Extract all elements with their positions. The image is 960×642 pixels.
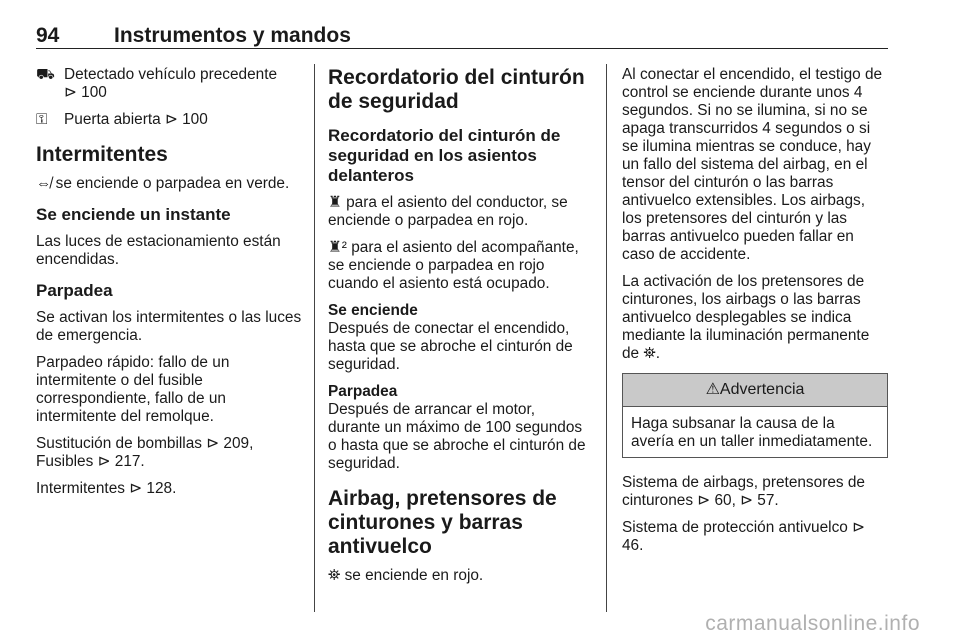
column-right <box>622 66 888 564</box>
watermark: carmanualsonline.info <box>705 612 920 635</box>
column-divider <box>606 64 607 612</box>
car-front-icon: ⛟ <box>36 66 55 83</box>
paragraph: Sistema de airbags, pretensores de cinturones ⊳ 60, ⊳ 57. <box>622 474 865 509</box>
section-heading: Intermitentes <box>36 143 168 166</box>
subsection-heading: Recordatorio del cinturón de seguridad en los asientos delanteros <box>328 126 561 185</box>
indicator-text: Detectado vehículo precedente <box>64 66 278 83</box>
section-heading: Airbag, pretensores de cinturones y barras antivuelco <box>328 487 557 558</box>
page-number: 94 <box>36 24 60 47</box>
paragraph: La activación de los pretensores de cinturones, los airbags o las barras antivuelco desplegables se indica mediante la iluminación permanente de ⛯. <box>622 273 870 362</box>
paragraph: Sustitución de bombillas ⊳ 209, Fusibles ⊳ 217. <box>36 435 254 470</box>
indicator-vehicle-ahead <box>36 66 302 102</box>
warning-text: Haga subsanar la causa de la avería en un taller inmediatamente. <box>631 415 873 450</box>
indicator-door-open <box>36 111 302 129</box>
page-header <box>36 24 888 49</box>
paragraph: Después de arrancar el motor, durante un máximo de 100 segundos o hasta que se abroche el cinturón de seguridad. <box>328 401 586 472</box>
paragraph: Al conectar el encendido, el testigo de control se enciende durante unos 4 segundos. Si no se ilumina, si no se apaga transcurridos 4 segundos o si se ilumina mientras se conduce, hay un fallo del sistema del airbag, en el tensor del cinturón o las barras antivuelco extensibles. Los airbags, los pretensores del cinturón y las barras antivuelco pueden fallar en caso de accidente. <box>622 66 883 263</box>
paragraph: Parpadeo rápido: fallo de un intermitente o del fusible correspondiente, fallo de un intermitente del remolque. <box>36 354 230 425</box>
subsection-heading: Se enciende un instante <box>36 205 231 224</box>
paragraph: ♜ para el asiento del conductor, se enciende o parpadea en rojo. <box>328 194 568 229</box>
column-middle <box>328 66 590 594</box>
page-reference[interactable]: ⊳ 100 <box>64 84 107 101</box>
paragraph: ⛯ se enciende en rojo. <box>328 567 484 584</box>
indicator-text: Puerta abierta ⊳ 100 <box>64 111 208 128</box>
paragraph: Se activan los intermitentes o las luces de emergencia. <box>36 309 302 344</box>
running-title: Instrumentos y mandos <box>114 24 351 47</box>
subsection-heading: Parpadea <box>36 281 113 300</box>
paragraph: ♜² para el asiento del acompañante, se enciende o parpadea en rojo cuando el asiento está ocupado. <box>328 239 579 292</box>
minor-heading: Se enciende <box>328 302 418 319</box>
paragraph: Las luces de estacionamiento están encendidas. <box>36 233 281 268</box>
column-left <box>36 66 302 507</box>
warning-title: ⚠Advertencia <box>623 374 887 407</box>
paragraph: ⇎ se enciende o parpadea en verde. <box>36 175 290 192</box>
warning-box <box>622 373 888 458</box>
door-open-icon: ⚿ <box>36 111 48 128</box>
paragraph: Intermitentes ⊳ 128. <box>36 480 177 497</box>
column-divider <box>314 64 315 612</box>
minor-heading: Parpadea <box>328 383 398 400</box>
section-heading: Recordatorio del cinturón de seguridad <box>328 66 585 113</box>
paragraph: Sistema de protección antivuelco ⊳ 46. <box>622 519 866 554</box>
paragraph: Después de conectar el encendido, hasta que se abroche el cinturón de seguridad. <box>328 320 573 373</box>
